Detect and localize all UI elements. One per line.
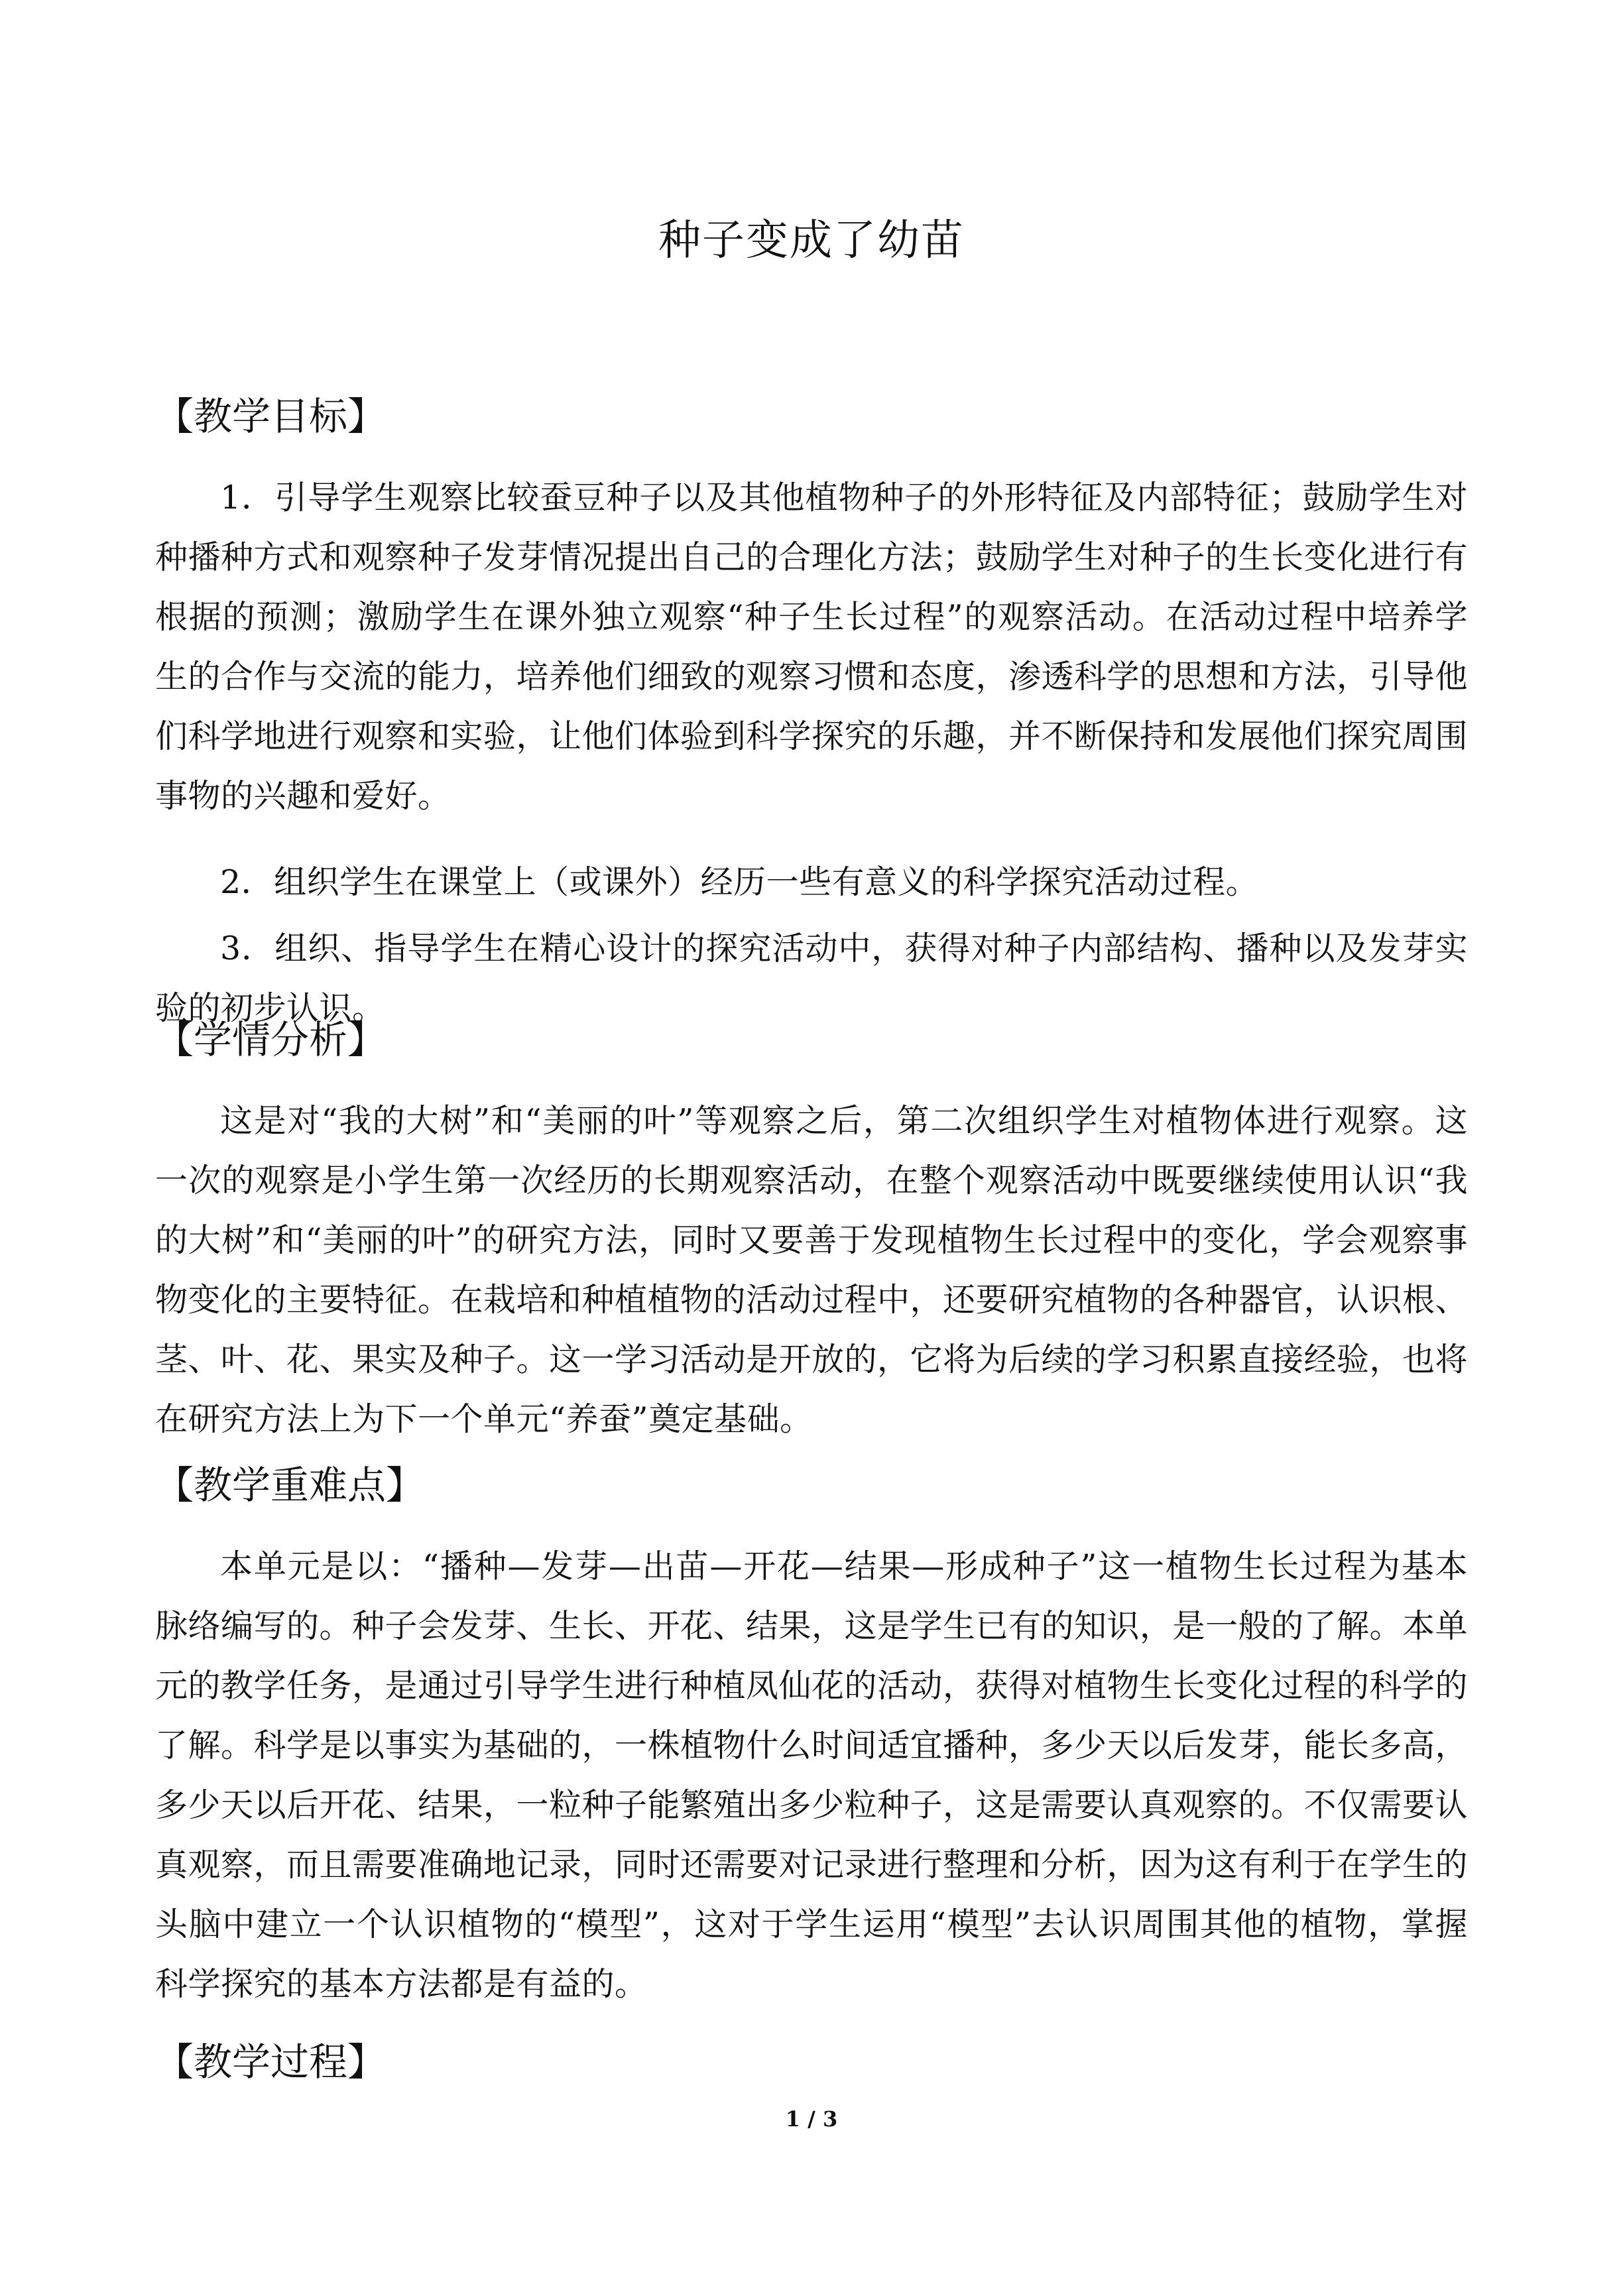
section-heading-student-analysis: 【学情分析】 (155, 1017, 387, 1062)
document-title: 种子变成了幼苗 (658, 216, 965, 265)
section-heading-teaching-goals: 【教学目标】 (155, 394, 387, 439)
goal-paragraph-1: 1．引导学生观察比较蚕豆种子以及其他植物种子的外形特征及内部特征；鼓励学生对种播种方式和观察种子发芽情况提出自己的合理化方法；鼓励学生对种子的生长变化进行有根据的预测；激励学生在课外独立观察“种子生长过程”的观察活动。在活动过程中培养学生的合作与交流的能力，培养他们细致的观察习惯和态度，渗透科学的思想和方法，引导他们科学地进行观察和实验，让他们体验到科学探究的乐趣，并不断保持和发展他们探究周围事物的兴趣和爱好。 (155, 479, 1469, 815)
goal-paragraph-2: 2．组织学生在课堂上（或课外）经历一些有意义的科学探究活动过程。 (220, 863, 1259, 901)
section-heading-key-difficulties: 【教学重难点】 (155, 1463, 425, 1508)
difficulties-paragraph: 本单元是以：“播种—发芽—出苗—开花—结果—形成种子”这一植物生长过程为基本脉络编写的。种子会发芽、生长、开花、结果，这是学生已有的知识，是一般的了解。本单元的教学任务，是通过引导学生进行种植凤仙花的活动，获得对植物生长变化过程的科学的了解。科学是以事实为基础的，一株植物什么时间适宜播种，多少天以后发芽，能长多高，多少天以后开花、结果，一粒种子能繁殖出多少粒种子，这是需要认真观察的。不仅需要认真观察，而且需要准确地记录，同时还需要对记录进行整理和分析，因为这有利于在学生的头脑中建立一个认识植物的“模型”，这对于学生运用“模型”去认识周围其他的植物，掌握科学探究的基本方法都是有益的。 (155, 1547, 1469, 2003)
goal-paragraph-3: 3．组织、指导学生在精心设计的探究活动中，获得对种子内部结构、播种以及发芽实验的初步认识。 (155, 930, 1468, 1027)
page-number: 1 / 3 (785, 2106, 838, 2132)
analysis-paragraph: 这是对“我的大树”和“美丽的叶”等观察之后，第二次组织学生对植物体进行观察。这一次的观察是小学生第一次经历的长期观察活动，在整个观察活动中既要继续使用认识“我的大树”和“美丽的叶”的研究方法，同时又要善于发现植物生长过程中的变化，学会观察事物变化的主要特征。在栽培和种植植物的活动过程中，还要研究植物的各种器官，认识根、茎、叶、花、果实及种子。这一学习活动是开放的，它将为后续的学习积累直接经验，也将在研究方法上为下一个单元“养蚕”奠定基础。 (155, 1102, 1469, 1438)
section-heading-teaching-process: 【教学过程】 (155, 2039, 387, 2085)
